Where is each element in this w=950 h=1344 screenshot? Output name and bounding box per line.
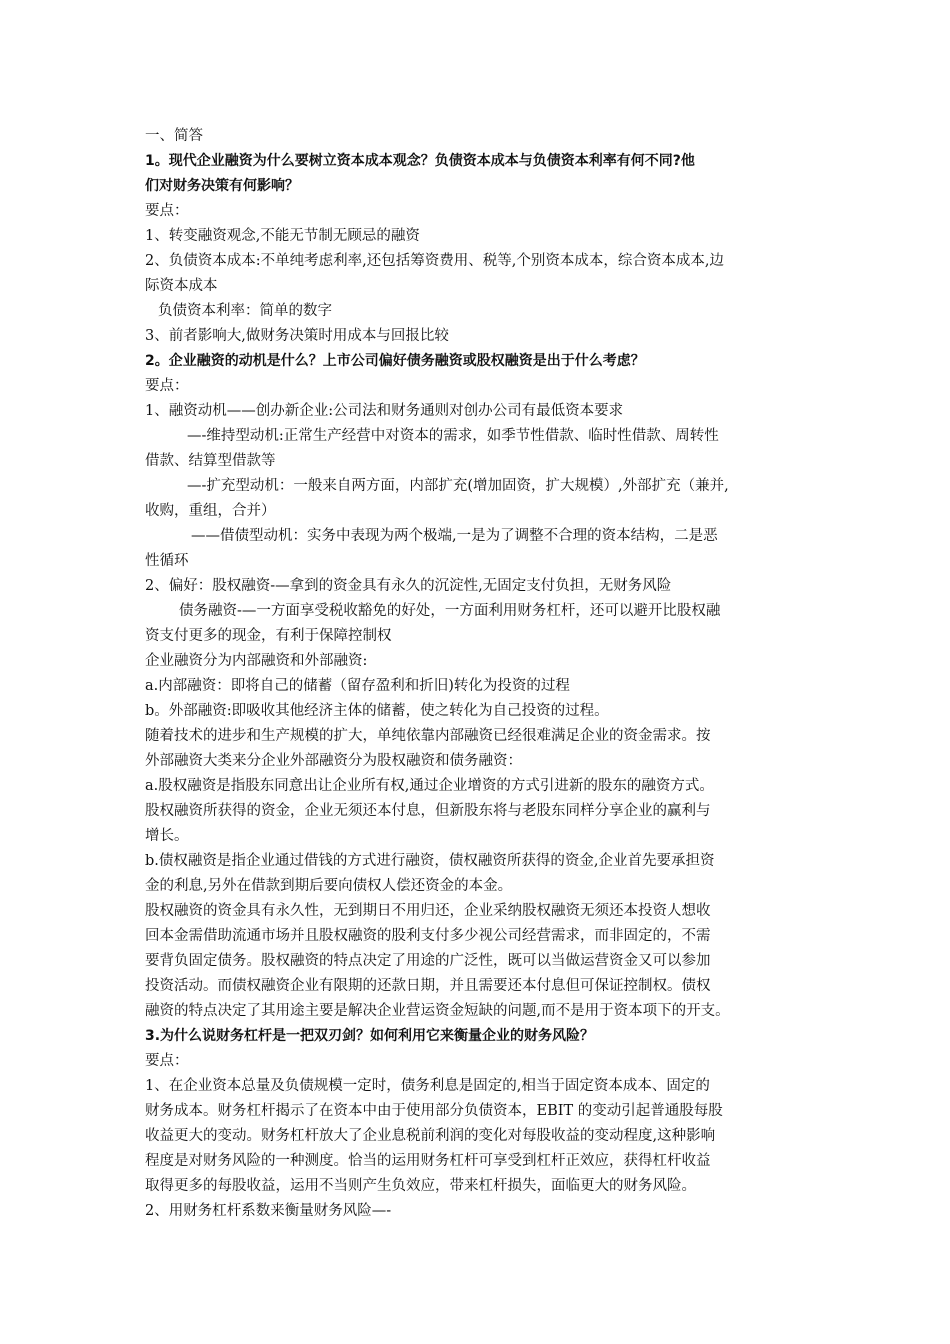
q2-preference-2: 债务融资-—一方面享受税收豁免的好处，一方面利用财务杠杆，还可以避开比股权融 <box>179 603 721 619</box>
q2-preference-1: 2、偏好：股权融资-—拿到的资金具有永久的沉淀性,无固定支付负担，无财务风险 <box>145 578 672 594</box>
q2-paragraph-1-cont: 外部融资大类来分企业外部融资分为股权融资和债务融资： <box>145 753 522 769</box>
q2-motive-4-cont: 性循环 <box>145 553 189 569</box>
points-label: 要点： <box>145 203 189 219</box>
q2-internal-financing: a.内部融资：即将自己的储蓄（留存盈利和折旧)转化为投资的过程 <box>145 678 570 694</box>
q2-motive-2: —-维持型动机:正常生产经营中对资本的需求，如季节性借款、临时性借款、周转性 <box>187 428 719 444</box>
q2-paragraph-2-cont3: 投资活动。而债权融资企业有限期的还款日期，并且需要还本付息但可保证控制权。债权 <box>145 978 711 994</box>
q3-point-1: 1、在企业资本总量及负债规模一定时，债务利息是固定的,相当于固定资本成本、固定的 <box>145 1078 710 1094</box>
question-1-title-cont: 们对财务决策有何影响？ <box>145 178 299 194</box>
q2-motive-4: ——借债型动机：实务中表现为两个极端,一是为了调整不合理的资本结构，二是恶 <box>191 528 718 544</box>
question-1-title: 1。现代企业融资为什么要树立资本成本观念？负债资本成本与负债资本利率有何不同?他 <box>145 153 695 169</box>
q3-point-1-cont2: 收益更大的变动。财务杠杆放大了企业息税前利润的变化对每股收益的变动程度,这种影响 <box>145 1128 716 1144</box>
q1-point-2-rate: 负债资本利率：简单的数字 <box>158 303 332 319</box>
q2-motive-1: 1、融资动机——创办新企业:公司法和财务通则对创办公司有最低资本要求 <box>145 403 624 419</box>
q2-paragraph-2-cont2: 要背负固定债务。股权融资的特点决定了用途的广泛性，既可以当做运营资金又可以参加 <box>145 953 711 969</box>
points-label: 要点： <box>145 1053 189 1069</box>
q3-point-2: 2、用财务杠杆系数来衡量财务风险—- <box>145 1203 392 1219</box>
q2-financing-types: 企业融资分为内部融资和外部融资: <box>145 653 368 669</box>
q2-paragraph-2: 股权融资的资金具有永久性，无到期日不用归还，企业采纳股权融资无须还本投资人想收 <box>145 903 711 919</box>
q2-debt-financing-cont: 金的利息,另外在借款到期后要向债权人偿还资金的本金。 <box>145 878 513 894</box>
q2-motive-3-cont: 收购，重组，合并） <box>145 503 276 519</box>
q3-point-1-cont3: 程度是对财务风险的一种测度。恰当的运用财务杠杆可享受到杠杆正效应，获得杠杆收益 <box>145 1153 711 1169</box>
q1-point-1: 1、转变融资观念,不能无节制无顾忌的融资 <box>145 228 420 244</box>
q2-paragraph-2-cont: 回本金需借助流通市场并且股权融资的股利支付多少视公司经营需求，而非固定的，不需 <box>145 928 711 944</box>
points-label: 要点： <box>145 378 189 394</box>
question-3-title: 3.为什么说财务杠杆是一把双刃剑？如何利用它来衡量企业的财务风险？ <box>145 1028 595 1044</box>
q2-equity-financing-cont: 股权融资所获得的资金，企业无须还本付息，但新股东将与老股东同样分享企业的赢利与 <box>145 803 711 819</box>
q3-point-1-cont4: 取得更多的每股收益，运用不当则产生负效应，带来杠杆损失，面临更大的财务风险。 <box>145 1178 696 1194</box>
q2-motive-2-cont: 借款、结算型借款等 <box>145 453 276 469</box>
q2-debt-financing: b.债权融资是指企业通过借钱的方式进行融资，债权融资所获得的资金,企业首先要承担资 <box>145 853 715 869</box>
q2-preference-2-cont: 资支付更多的现金，有利于保障控制权 <box>145 628 392 644</box>
document-page <box>145 124 813 1224</box>
q3-point-1-cont: 财务成本。财务杠杆揭示了在资本中由于使用部分负债资本，EBIT 的变动引起普通股每股 <box>145 1103 723 1119</box>
q2-paragraph-1: 随着技术的进步和生产规模的扩大，单纯依靠内部融资已经很难满足企业的资金需求。按 <box>145 728 711 744</box>
section-title: 一、简答 <box>145 128 203 144</box>
q2-paragraph-2-cont4: 融资的特点决定了其用途主要是解决企业营运资金短缺的问题,而不是用于资本项下的开支。 <box>145 1003 730 1019</box>
q2-motive-3: —-扩充型动机：一般来自两方面，内部扩充(增加固资，扩大规模）,外部扩充（兼并, <box>187 478 729 494</box>
q2-equity-financing-cont2: 增长。 <box>145 828 189 844</box>
q2-equity-financing: a.股权融资是指股东同意出让企业所有权,通过企业增资的方式引进新的股东的融资方式。 <box>145 778 714 794</box>
question-2-title: 2。企业融资的动机是什么？上市公司偏好债务融资或股权融资是出于什么考虑？ <box>145 353 645 369</box>
q1-point-3: 3、前者影响大,做财务决策时用成本与回报比较 <box>145 328 449 344</box>
q1-point-2: 2、负债资本成本:不单纯考虑利率,还包括筹资费用、税等,个别资本成本，综合资本成本,边 <box>145 253 724 269</box>
q1-point-2-cont: 际资本成本 <box>145 278 218 294</box>
q2-external-financing: b。外部融资:即吸收其他经济主体的储蓄，使之转化为自己投资的过程。 <box>145 703 609 719</box>
